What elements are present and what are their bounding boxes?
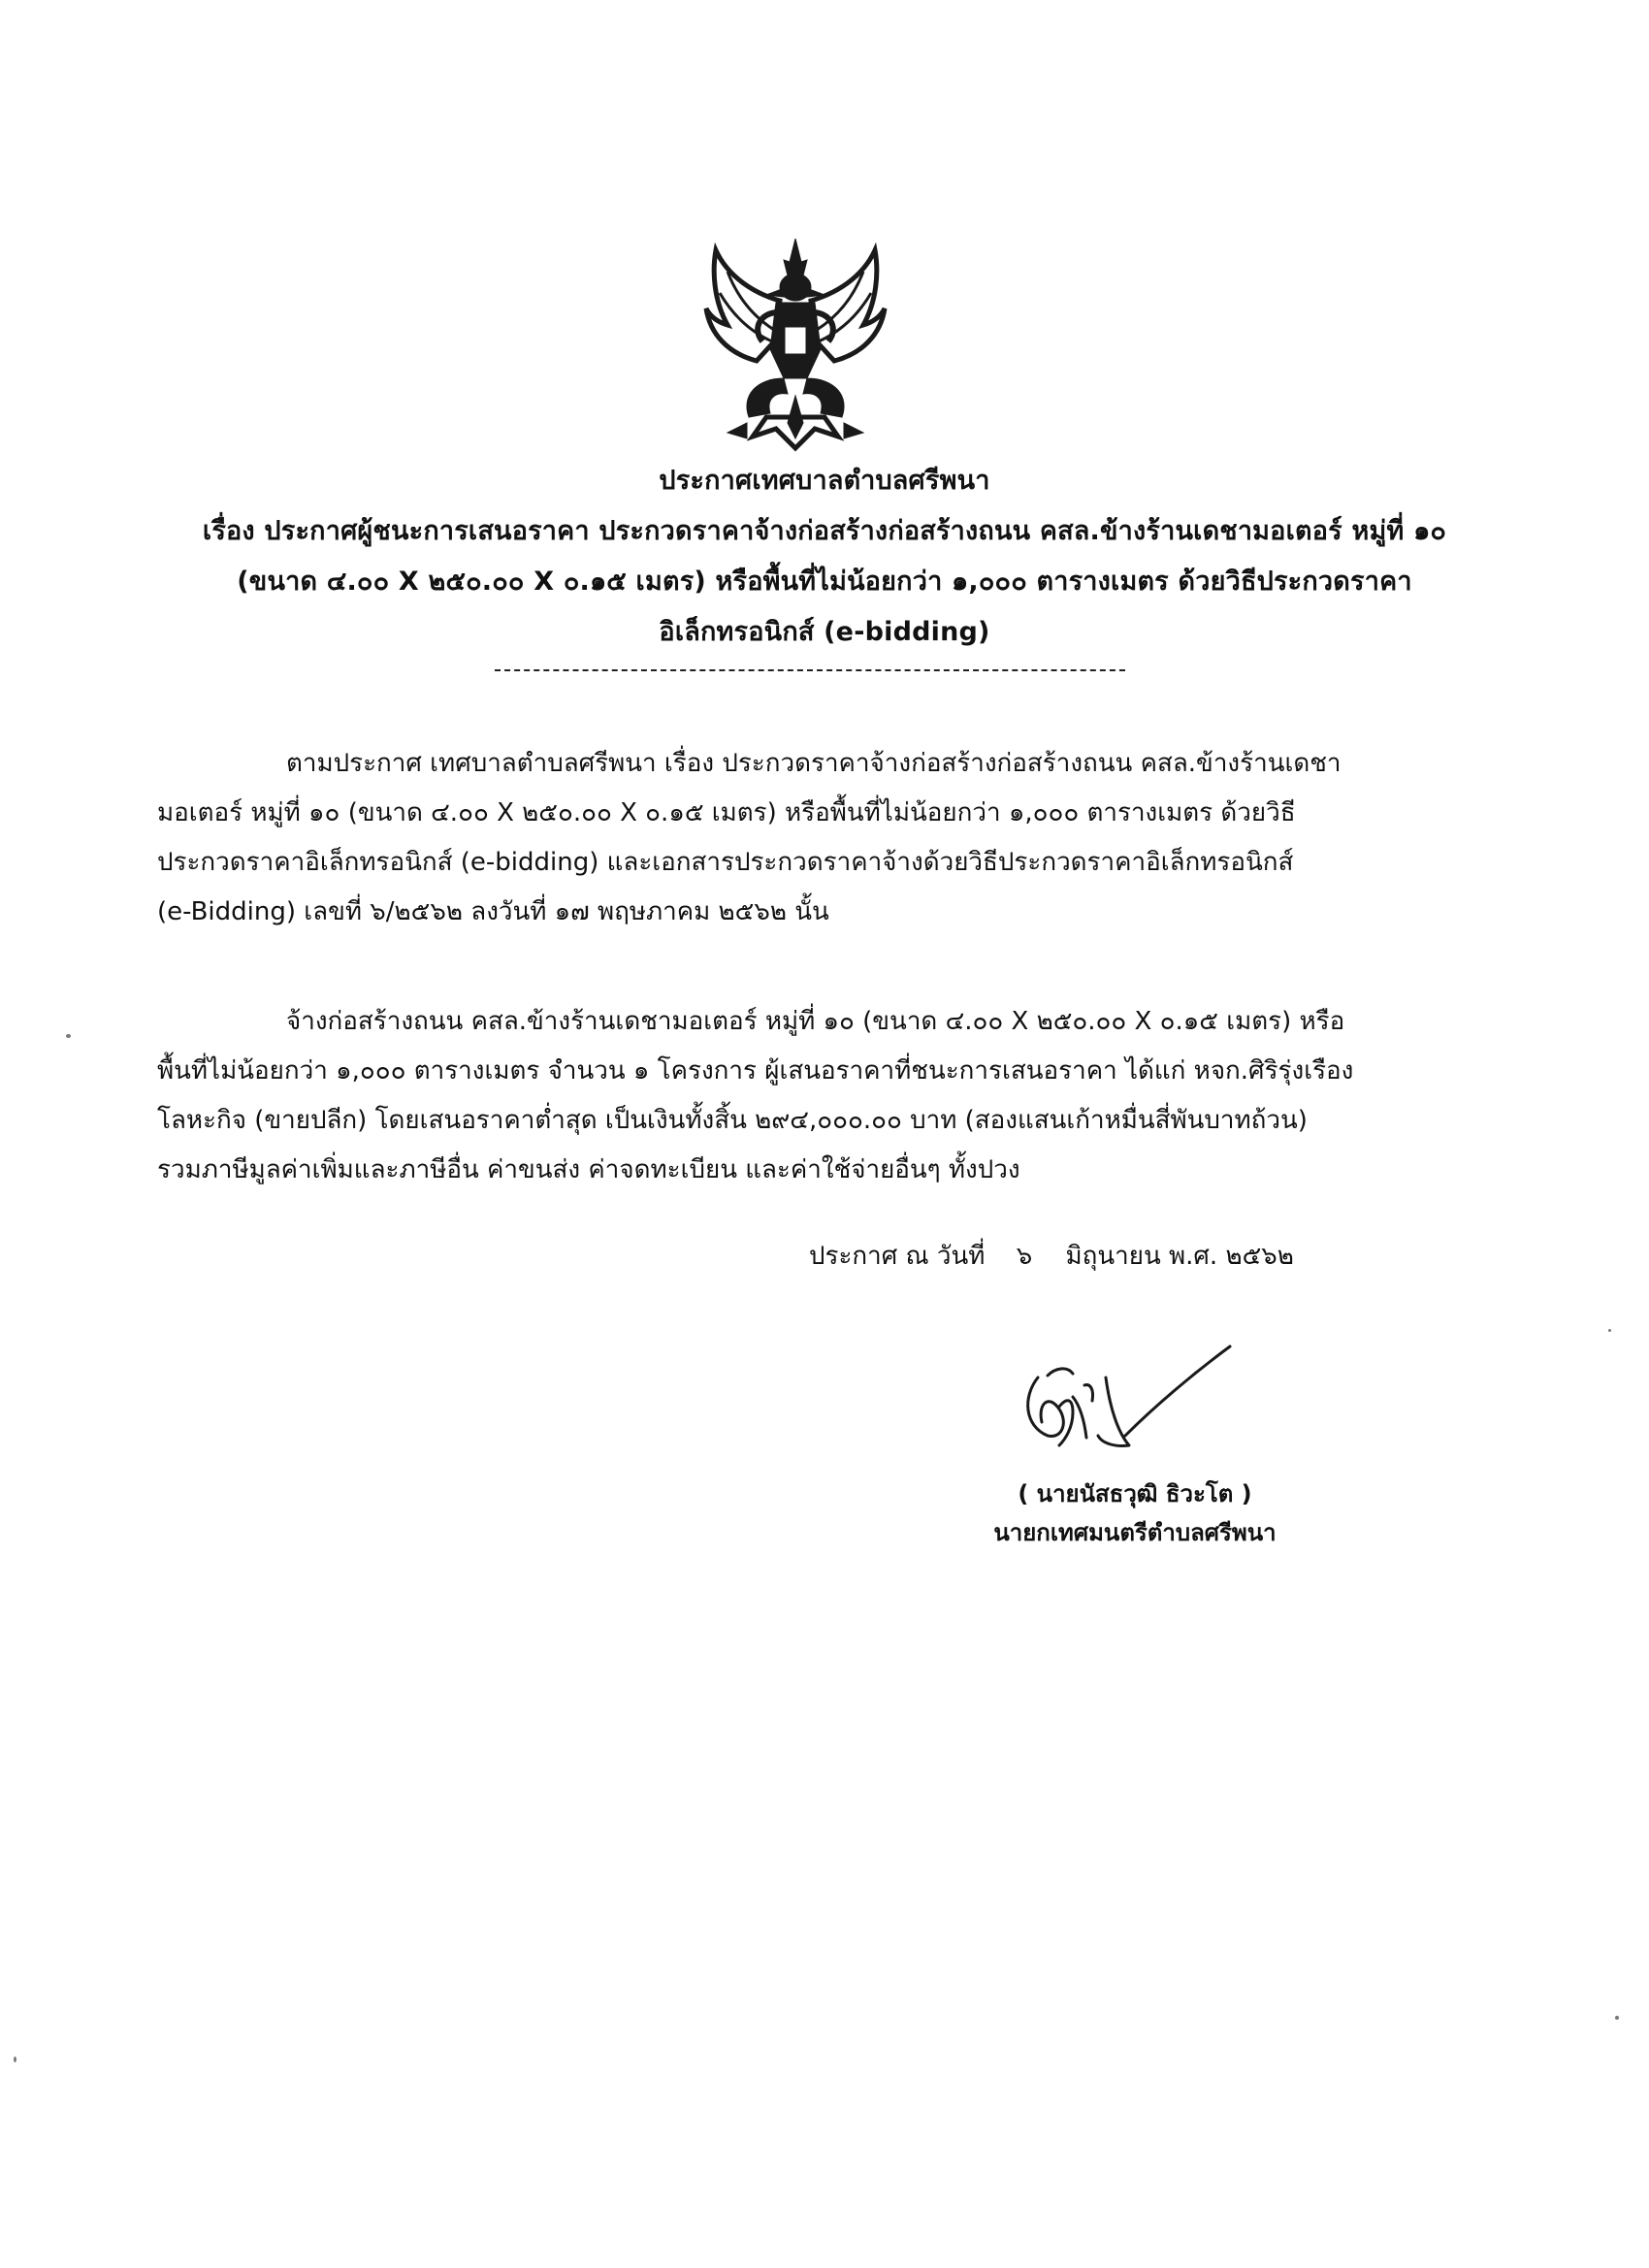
garuda-emblem-icon xyxy=(698,233,892,466)
dashed-divider xyxy=(495,669,1125,671)
paragraph-line: พื้นที่ไม่น้อยกว่า ๑,๐๐๐ ตารางเมตร จำนวน ๑ โครงการ ผู้เสนอราคาที่ชนะการเสนอราคา ได้แก่ หจก.ศิริรุ่งเรือง xyxy=(157,1056,1354,1085)
paragraph-line: จ้างก่อสร้างถนน คสล.ข้างร้านเดชามอเตอร์ หมู่ที่ ๑๐ (ขนาด ๔.๐๐ X ๒๕๐.๐๐ X ๐.๑๕ เมตร) หรือ xyxy=(286,1007,1345,1036)
paragraph-line: ประกวดราคาอิเล็กทรอนิกส์ (e-bidding) และเอกสารประกวดราคาจ้างด้วยวิธีประกวดราคาอิเล็กทรอนิกส์ xyxy=(157,848,1294,877)
announcement-subject xyxy=(146,506,1504,658)
subject-line: อิเล็กทรอนิกส์ (e-bidding) xyxy=(659,617,990,647)
paragraph-winner xyxy=(157,997,1502,1195)
subject-line: เรื่อง ประกาศผู้ชนะการเสนอราคา ประกวดราคาจ้างก่อสร้างก่อสร้างถนน คสล.ข้างร้านเดชามอเตอร์ หมู่ที่ ๑๐ xyxy=(202,516,1447,546)
paragraph-line: ตามประกาศ เทศบาลตำบลศรีพนา เรื่อง ประกวดราคาจ้างก่อสร้างก่อสร้างถนน คสล.ข้างร้านเดชา xyxy=(286,749,1342,778)
paragraph-reference xyxy=(157,739,1502,937)
scan-speck xyxy=(1608,1329,1611,1332)
subject-line: (ขนาด ๔.๐๐ X ๒๕๐.๐๐ X ๐.๑๕ เมตร) หรือพื้นที่ไม่น้อยกว่า ๑,๐๐๐ ตารางเมตร ด้วยวิธีประกวดราคา xyxy=(237,567,1412,597)
scan-speck xyxy=(1615,2016,1619,2020)
date-month-year: มิถุนายน พ.ศ. ๒๕๖๒ xyxy=(1065,1242,1294,1271)
date-day: ๖ xyxy=(1016,1242,1033,1271)
announcement-date xyxy=(809,1232,1294,1281)
title-text: ประกาศเทศบาลตำบลศรีพนา xyxy=(659,466,990,496)
announcement-title xyxy=(146,456,1504,506)
date-prefix: ประกาศ ณ วันที่ xyxy=(809,1242,986,1271)
paragraph-line: รวมภาษีมูลค่าเพิ่มและภาษีอื่น ค่าขนส่ง ค่าจดทะเบียน และค่าใช้จ่ายอื่นๆ ทั้งปวง xyxy=(157,1155,1020,1184)
paragraph-line: (e-Bidding) เลขที่ ๖/๒๕๖๒ ลงวันที่ ๑๗ พฤษภาคม ๒๕๖๒ นั้น xyxy=(157,897,829,926)
scan-speck xyxy=(66,1034,71,1038)
paragraph-line: โลหะกิจ (ขายปลีก) โดยเสนอราคาต่ำสุด เป็นเงินทั้งสิ้น ๒๙๔,๐๐๐.๐๐ บาท (สองแสนเก้าหมื่นสี่พันบาทถ้วน) xyxy=(157,1106,1308,1135)
signatory-position: นายกเทศมนตรีตำบลศรีพนา xyxy=(993,1519,1277,1546)
signature-icon xyxy=(1009,1339,1242,1465)
signatory-name: ( นายนัสธวุฒิ ธิวะโต ) xyxy=(1018,1480,1252,1507)
scan-speck xyxy=(14,2057,16,2062)
paragraph-line: มอเตอร์ หมู่ที่ ๑๐ (ขนาด ๔.๐๐ X ๒๕๐.๐๐ X ๐.๑๕ เมตร) หรือพื้นที่ไม่น้อยกว่า ๑,๐๐๐ ตารางเมตร ด้วยวิธี xyxy=(157,798,1296,827)
